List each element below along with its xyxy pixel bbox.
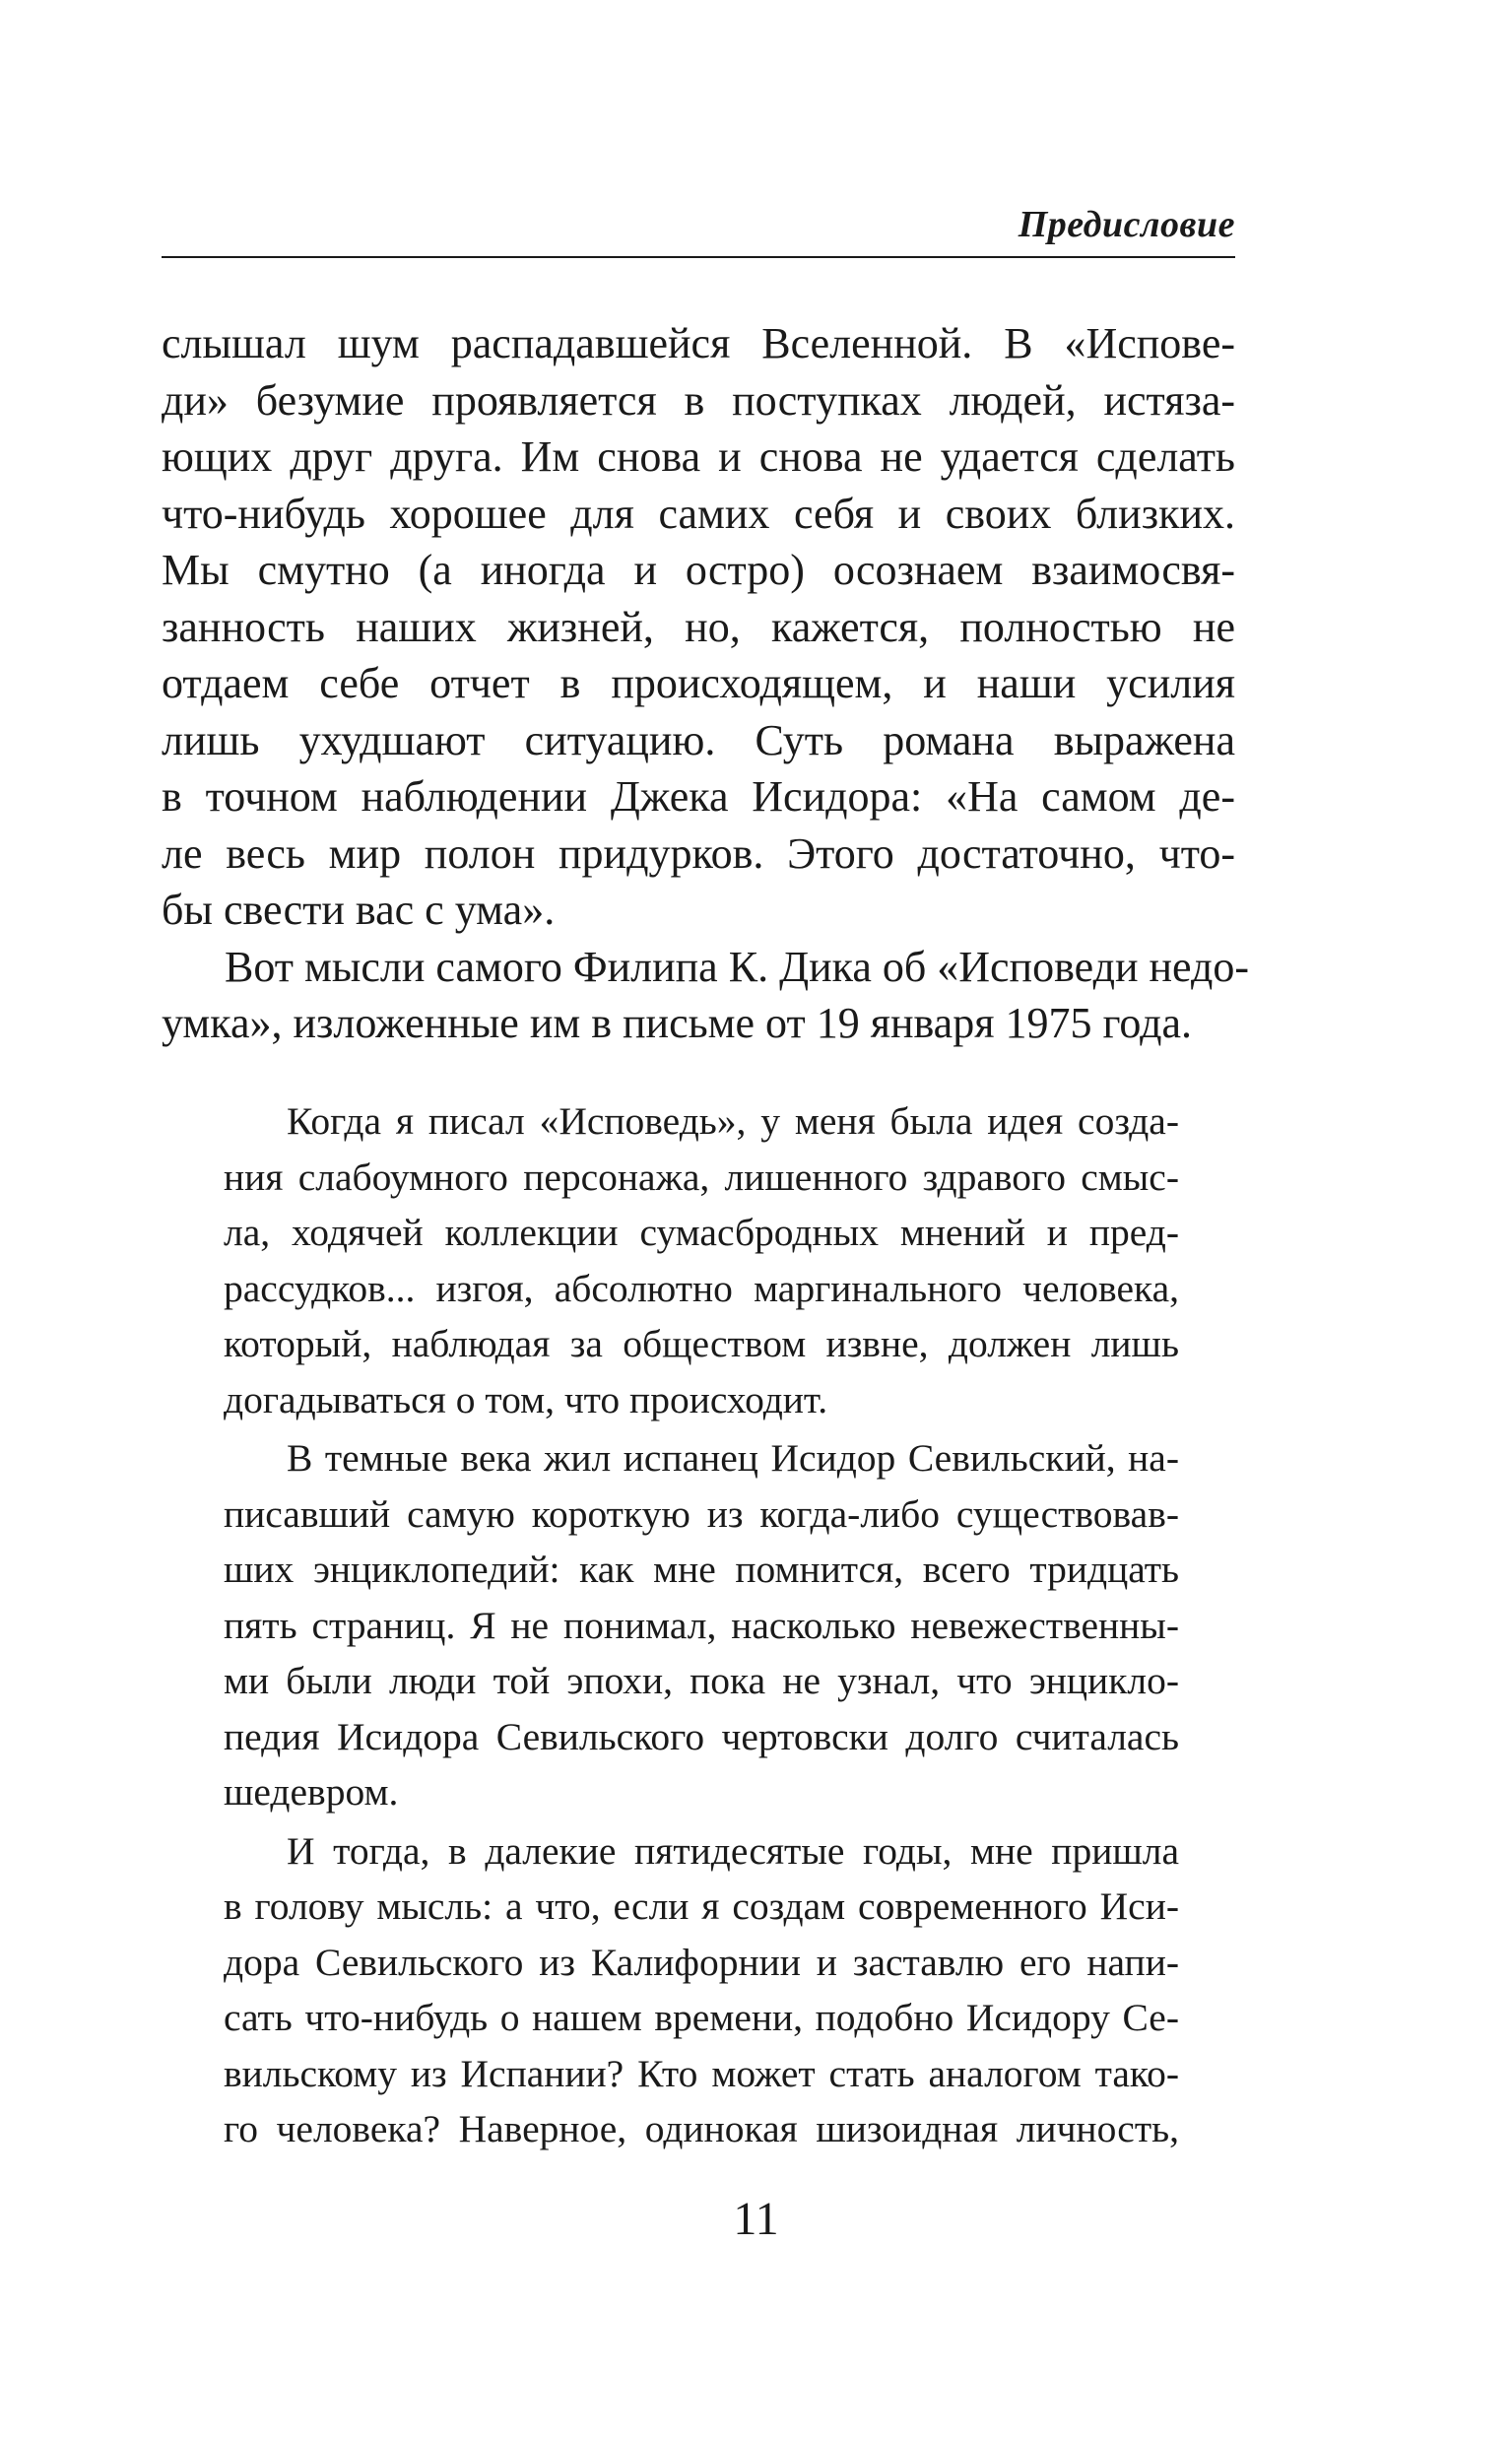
text-line: лишь ухудшают ситуацию. Суть романа выражена — [162, 715, 1235, 764]
text-line: умка», изложенные им в письме от 19 января 1975 года. — [162, 999, 1193, 1047]
quote-line: В темные века жил испанец Исидор Севильский, на- — [287, 1436, 1179, 1480]
quote-line: который, наблюдая за обществом извне, должен лишь — [224, 1322, 1179, 1365]
quote-line: вильскому из Испании? Кто может стать аналогом тако- — [224, 2051, 1179, 2095]
quote-line: писавший самую короткую из когда-либо существовав- — [224, 1491, 1179, 1536]
quote-line: дора Севильского из Калифорнии и заставлю его напи- — [224, 1940, 1179, 1984]
quote-line: ла, ходячей коллекции сумасбродных мнений и пред- — [224, 1211, 1179, 1254]
body-text — [162, 315, 1250, 1052]
text-line: ди» безумие проявляется в поступках людей, истяза- — [162, 375, 1235, 425]
letter-quote — [224, 1093, 1179, 2157]
text-line: ле весь мир полон придурков. Этого достаточно, что- — [162, 828, 1235, 878]
text-line: Мы смутно (а иногда и остро) осознаем взаимосвя- — [162, 546, 1235, 594]
quote-line: И тогда, в далекие пятидесятые годы, мне пришла — [287, 1828, 1179, 1873]
quote-line: шедевром. — [224, 1770, 399, 1814]
quote-line: рассудков... изгоя, абсолютно маргинального человека, — [224, 1266, 1179, 1310]
quote-line: ших энциклопедий: как мне помнится, всего тридцать — [224, 1548, 1179, 1591]
text-line: в точном наблюдении Джека Исидора: «На самом де- — [162, 772, 1235, 821]
text-line: занность наших жизней, но, кажется, полностью не — [162, 602, 1235, 651]
text-line: слышал шум распадавшейся Вселенной. В «Испове- — [162, 319, 1235, 367]
quote-line: Когда я писал «Исповедь», у меня была идея созда- — [287, 1099, 1179, 1143]
quote-line: педия Исидора Севильского чертовски долго считалась — [224, 1714, 1179, 1758]
running-header-title: Предисловие — [1018, 204, 1235, 245]
page-number: 11 — [733, 2193, 779, 2245]
quote-line: сать что-нибудь о нашем времени, подобно Исидору Се- — [224, 1996, 1179, 2039]
quote-line: ми были люди той эпохи, пока не узнал, что энцикло- — [224, 1659, 1179, 1702]
text-line: Вот мысли самого Филипа К. Дика об «Исповеди недо- — [225, 942, 1250, 991]
quote-line: пять страниц. Я не понимал, насколько невежественны- — [224, 1603, 1179, 1647]
quote-line: го человека? Наверное, одинокая шизоидная личность, — [224, 2107, 1179, 2150]
text-line: отдаем себе отчет в происходящем, и наши усилия — [162, 659, 1235, 707]
quote-line: ния слабоумного персонажа, лишенного здравого смыс- — [224, 1155, 1179, 1199]
running-header — [162, 197, 1235, 258]
text-line: бы свести вас с ума». — [162, 886, 556, 934]
text-line: ющих друг друга. Им снова и снова не удается сделать — [162, 432, 1235, 481]
quote-line: догадываться о том, что происходит. — [224, 1377, 828, 1421]
quote-line: в голову мысль: а что, если я создам современного Иси- — [224, 1884, 1179, 1928]
text-line: что-нибудь хорошее для самих себя и своих близких. — [162, 489, 1235, 538]
